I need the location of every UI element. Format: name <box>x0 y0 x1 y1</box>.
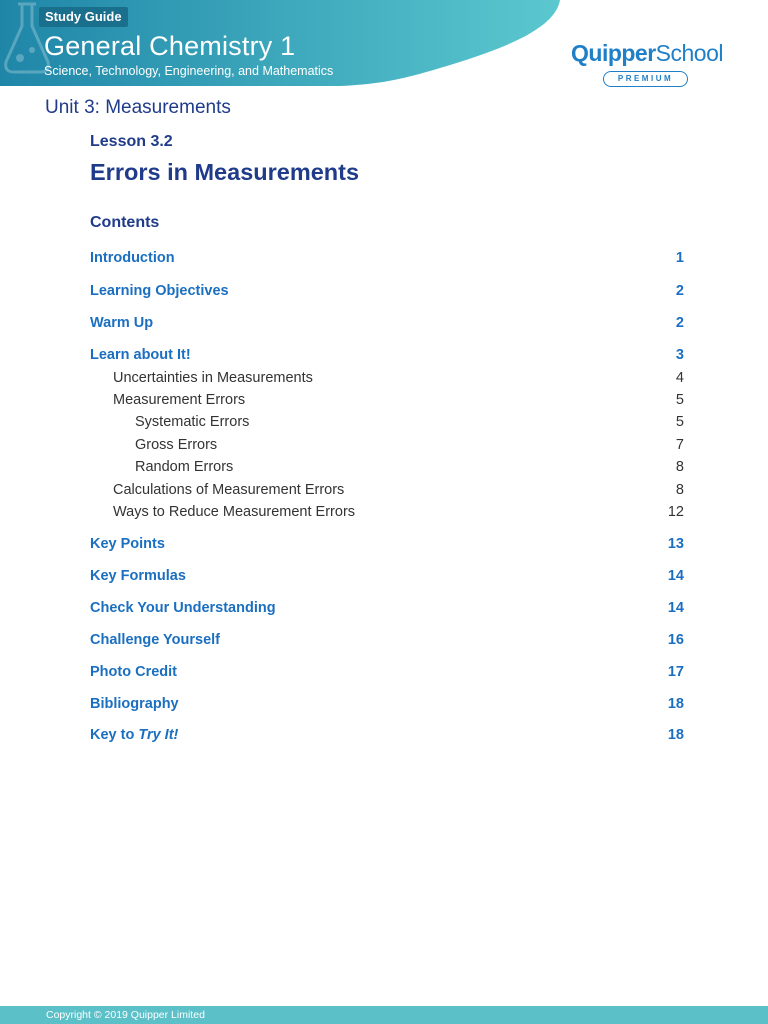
toc-entry-page-number: 18 <box>667 727 684 743</box>
toc-entry-page-number: 3 <box>675 347 684 363</box>
course-subtitle: Science, Technology, Engineering, and Mathematics <box>44 64 334 78</box>
toc-entry-label <box>113 390 245 410</box>
toc-entry-page-number: 5 <box>675 414 684 430</box>
contents-heading: Contents <box>90 214 160 231</box>
toc-entry-page-number: 17 <box>667 664 684 680</box>
toc-entry[interactable] <box>90 390 684 410</box>
toc-entry-page-number: 7 <box>675 437 684 453</box>
course-title: General Chemistry 1 <box>44 31 296 61</box>
toc-entry[interactable] <box>90 662 684 682</box>
toc-entry-page-number: 12 <box>667 504 684 520</box>
toc-entry[interactable] <box>90 630 684 650</box>
toc-entry-label <box>90 566 186 586</box>
toc-entry-label-text: Learn about It! <box>90 347 191 363</box>
toc-entry-page-number: 4 <box>675 370 684 386</box>
toc-entry[interactable] <box>90 345 684 365</box>
toc-entry-label-text: Ways to Reduce Measurement Errors <box>113 504 356 520</box>
toc-entry[interactable] <box>90 502 684 522</box>
toc-entry-page-number: 18 <box>667 696 684 712</box>
toc-entry-label <box>135 457 233 477</box>
toc-entry-label <box>90 534 165 554</box>
toc-entry-label-text: Key Points <box>90 536 165 552</box>
toc-entry-page-number: 8 <box>675 482 684 498</box>
toc-entry-label <box>90 662 177 682</box>
toc-entry[interactable] <box>90 313 684 333</box>
toc-entry-label-text: Check Your Understanding <box>90 600 276 616</box>
toc-entry-label-text: Uncertainties in Measurements <box>113 370 313 386</box>
toc-entry-page-number: 5 <box>675 392 684 408</box>
toc-entry-label-text: Measurement Errors <box>113 392 246 408</box>
toc-entry-label <box>90 630 220 650</box>
toc-entry-label <box>113 480 344 500</box>
toc-entry-label <box>113 502 355 522</box>
toc-entry-page-number: 8 <box>675 459 684 475</box>
toc-entry[interactable] <box>90 480 684 500</box>
toc-entry[interactable] <box>90 534 684 554</box>
toc-entry-page-number: 14 <box>667 568 684 584</box>
toc-entry-label-text: Warm Up <box>90 315 154 331</box>
toc-entry-label <box>135 412 249 432</box>
study-guide-badge: Study Guide <box>39 7 128 27</box>
toc-entry-page-number: 16 <box>667 632 684 648</box>
toc-entry[interactable] <box>90 598 684 618</box>
toc-entry-label-italic: Try It! <box>138 727 179 743</box>
toc-entry[interactable] <box>90 412 684 432</box>
toc-entry-page-number: 2 <box>675 315 684 331</box>
toc-entry[interactable] <box>90 281 684 301</box>
toc-entry-label-text: Key to <box>90 727 139 743</box>
toc-entry[interactable] <box>90 368 684 388</box>
toc-entry[interactable] <box>90 566 684 586</box>
toc-entry-label <box>113 368 313 388</box>
toc-entry-label-text: Calculations of Measurement Errors <box>113 482 345 498</box>
toc-entry-label-text: Learning Objectives <box>90 283 229 299</box>
toc-entry-label <box>90 345 191 365</box>
toc-entry-label <box>90 725 178 745</box>
unit-title: Unit 3: Measurements <box>45 97 231 118</box>
toc-entry-page-number: 2 <box>675 283 684 299</box>
toc-entry-label-text: Challenge Yourself <box>90 632 220 648</box>
lesson-number: Lesson 3.2 <box>90 133 173 150</box>
lesson-title: Errors in Measurements <box>90 159 360 185</box>
toc-entry-label-text: Introduction <box>90 250 175 266</box>
footer-bar <box>0 1006 768 1024</box>
toc-entry-label <box>90 598 276 618</box>
toc-entry-page-number: 13 <box>667 536 684 552</box>
premium-badge: PREMIUM <box>603 71 688 87</box>
toc-entry-label-text: Photo Credit <box>90 664 177 680</box>
toc-entry-label <box>90 248 175 268</box>
toc-entry-label-text: Systematic Errors <box>135 414 250 430</box>
toc-entry-label <box>135 435 217 455</box>
toc-entry-label <box>90 281 229 301</box>
toc-entry[interactable] <box>90 694 684 714</box>
toc-entry-label <box>90 694 179 714</box>
toc-entry-page-number: 14 <box>667 600 684 616</box>
toc-entry-label-text: Key Formulas <box>90 568 186 584</box>
table-of-contents <box>90 0 684 800</box>
toc-entry-page-number: 1 <box>675 250 684 266</box>
toc-entry-label-text: Random Errors <box>135 459 234 475</box>
copyright-text: Copyright © 2019 Quipper Limited <box>46 1009 205 1021</box>
toc-entry[interactable] <box>90 725 684 745</box>
logo-brand-regular: School <box>655 40 723 66</box>
toc-entry-label <box>90 313 153 333</box>
logo-brand-bold: Quipper <box>571 40 656 66</box>
toc-entry-label-text: Bibliography <box>90 696 179 712</box>
toc-entry[interactable] <box>90 435 684 455</box>
toc-entry[interactable] <box>90 248 684 268</box>
toc-entry-label-text: Gross Errors <box>135 437 218 453</box>
toc-entry[interactable] <box>90 457 684 477</box>
